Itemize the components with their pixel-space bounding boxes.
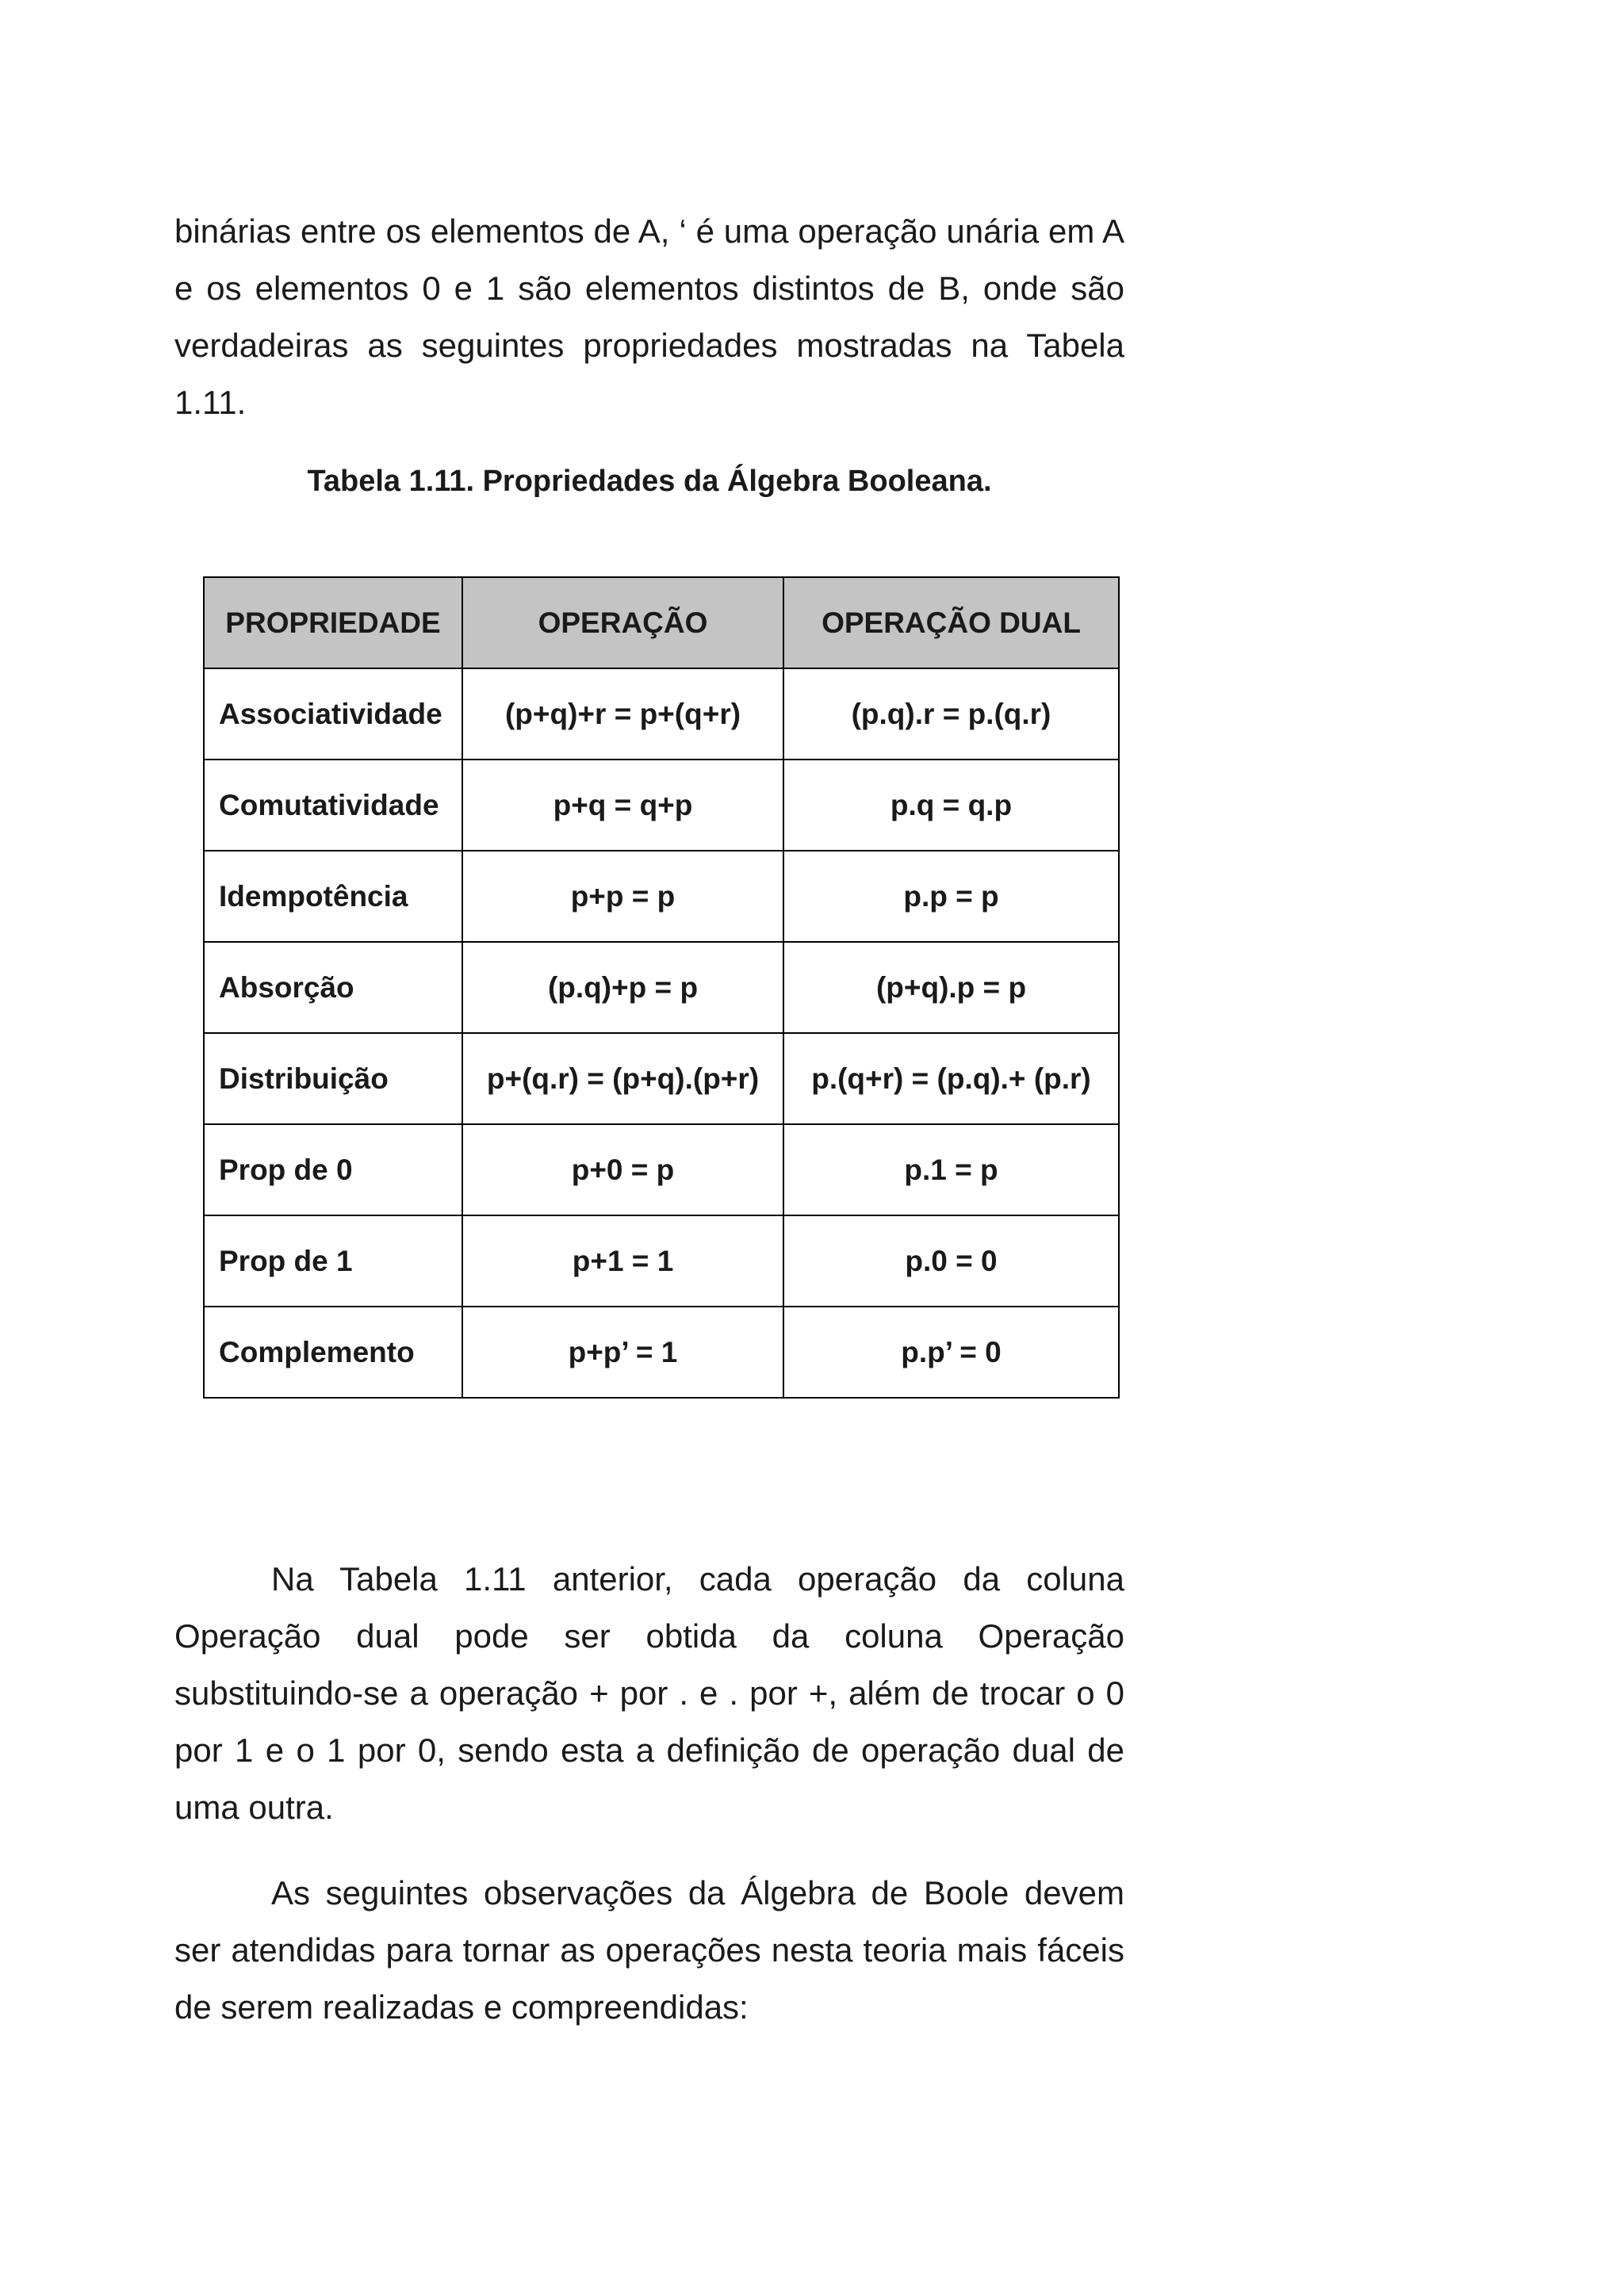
boolean-properties-table (203, 576, 1120, 1399)
operation-cell: p+1 = 1 (462, 1215, 783, 1307)
property-name-cell: Prop de 0 (204, 1124, 462, 1215)
table-caption: Tabela 1.11. Propriedades da Álgebra Booleana. (307, 465, 992, 498)
header-propriedade: PROPRIEDADE (204, 577, 462, 668)
table-row (204, 760, 1119, 851)
operation-cell: (p+q)+r = p+(q+r) (462, 668, 783, 760)
property-name-cell: Absorção (204, 942, 462, 1033)
dual-operation-cell: p.0 = 0 (783, 1215, 1119, 1307)
observations-paragraph: As seguintes observações da Álgebra de Boole devem ser atendidas para tornar as operações nesta teoria mais fáceis de serem realizadas e compreendidas: (174, 1874, 1124, 2026)
dual-operation-cell: (p.q).r = p.(q.r) (783, 668, 1119, 760)
property-name-cell: Associatividade (204, 668, 462, 760)
table-row (204, 942, 1119, 1033)
header-operacao-dual: OPERAÇÃO DUAL (783, 577, 1119, 668)
table-row (204, 1307, 1119, 1398)
dual-operation-cell: p.q = q.p (783, 760, 1119, 851)
operation-cell: p+p = p (462, 851, 783, 942)
intro-paragraph: binárias entre os elementos de A, ‘ é uma operação unária em A e os elementos 0 e 1 são elementos distintos de B, onde são verdadeiras as seguintes propriedades mostradas na Tabela 1.11. (174, 212, 1124, 421)
table-row (204, 668, 1119, 760)
operation-cell: (p.q)+p = p (462, 942, 783, 1033)
note-paragraph: Na Tabela 1.11 anterior, cada operação da coluna Operação dual pode ser obtida da coluna Operação substituindo-se a operação + por . e . por +, além de trocar o 0 por 1 e o 1 por 0, sendo esta a definição de operação dual de uma outra. (174, 1560, 1124, 1826)
operation-cell: p+p’ = 1 (462, 1307, 783, 1398)
table-row (204, 851, 1119, 942)
table-row (204, 1124, 1119, 1215)
dual-operation-cell: p.(q+r) = (p.q).+ (p.r) (783, 1033, 1119, 1124)
table-header-row (204, 577, 1119, 668)
dual-operation-cell: p.1 = p (783, 1124, 1119, 1215)
dual-operation-cell: p.p = p (783, 851, 1119, 942)
property-name-cell: Distribuição (204, 1033, 462, 1124)
property-name-cell: Complemento (204, 1307, 462, 1398)
operation-cell: p+(q.r) = (p+q).(p+r) (462, 1033, 783, 1124)
property-name-cell: Idempotência (204, 851, 462, 942)
dual-operation-cell: p.p’ = 0 (783, 1307, 1119, 1398)
header-operacao: OPERAÇÃO (462, 577, 783, 668)
property-name-cell: Prop de 1 (204, 1215, 462, 1307)
operation-cell: p+0 = p (462, 1124, 783, 1215)
table-row (204, 1033, 1119, 1124)
operation-cell: p+q = q+p (462, 760, 783, 851)
dual-operation-cell: (p+q).p = p (783, 942, 1119, 1033)
table-row (204, 1215, 1119, 1307)
property-name-cell: Comutatividade (204, 760, 462, 851)
